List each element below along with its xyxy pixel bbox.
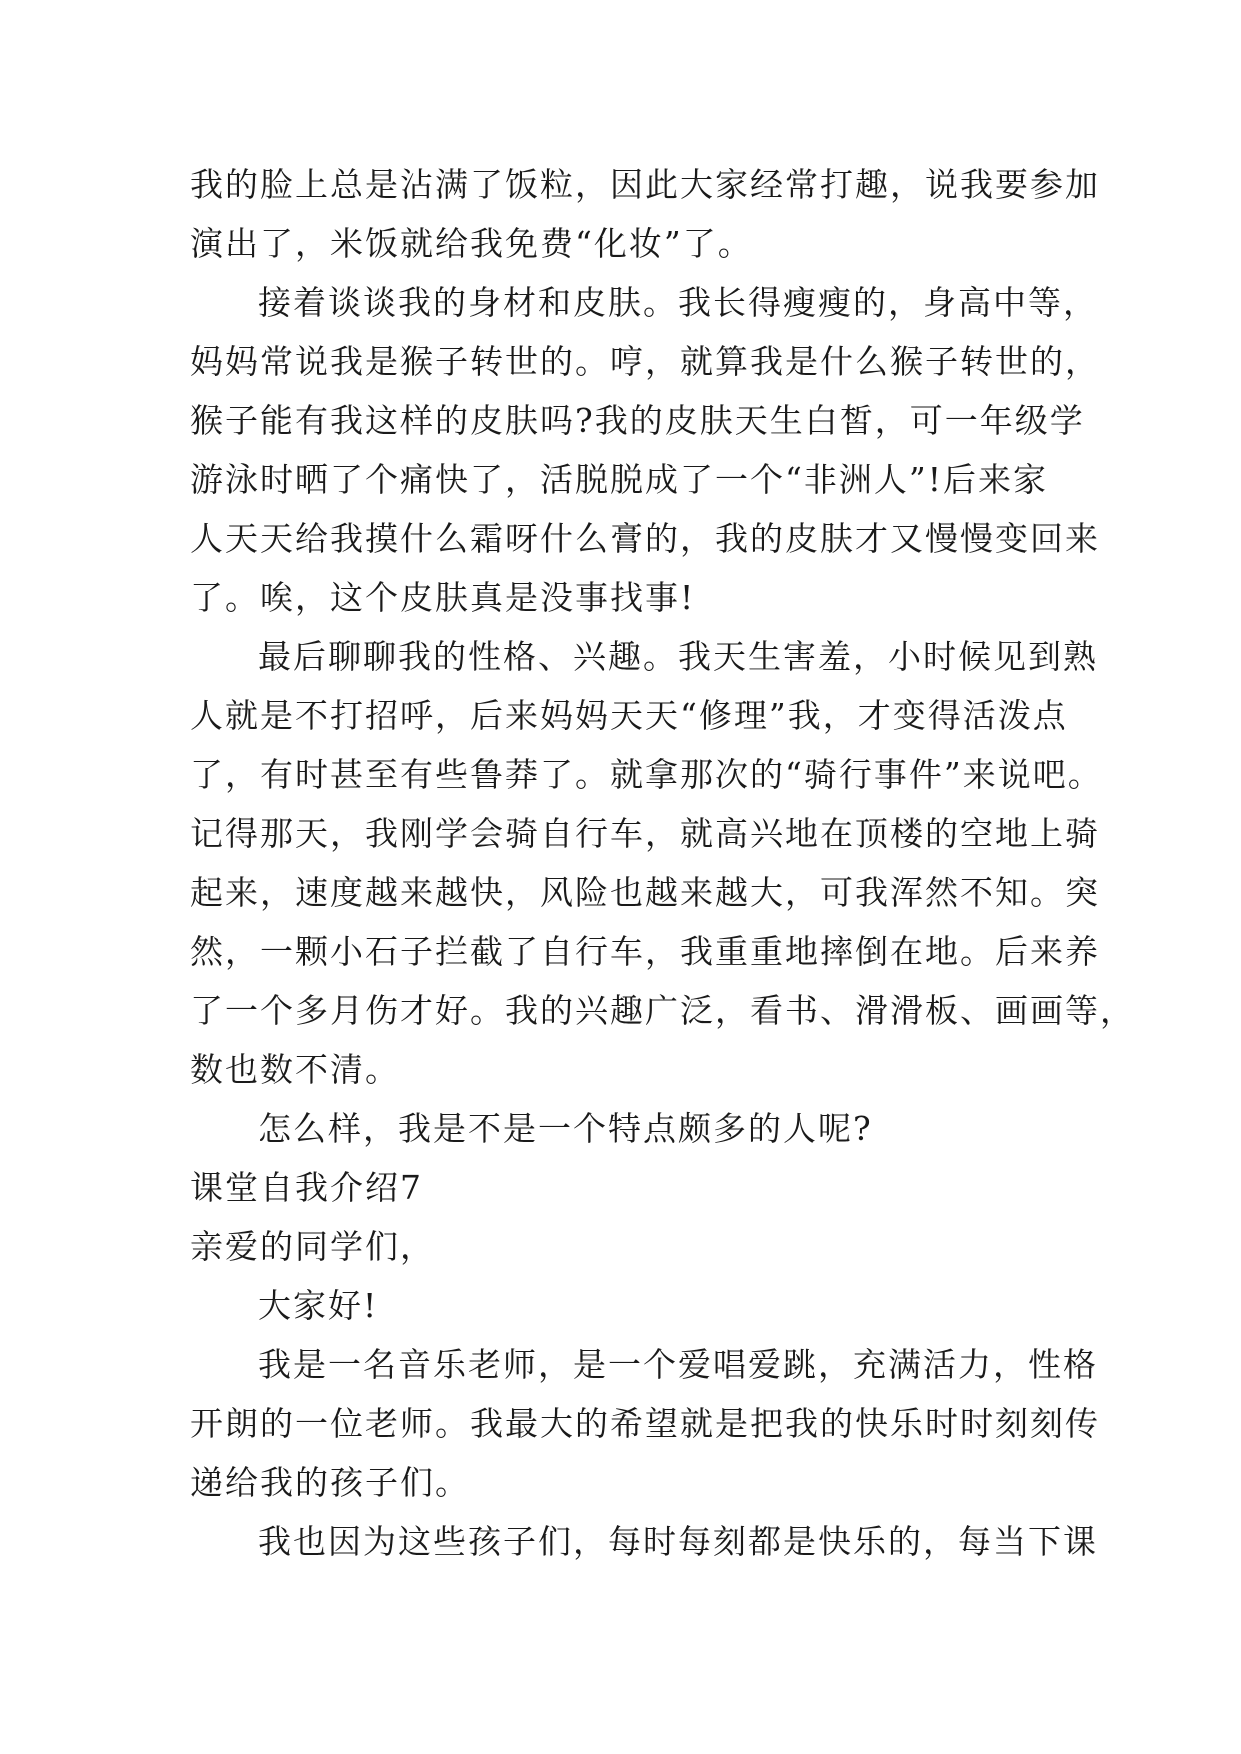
text-line: 人就是不打招呼，后来妈妈天天“修理”我，才变得活泼点 [190, 696, 1068, 735]
text-line: 游泳时晒了个痛快了，活脱脱成了一个“非洲人”!后来家 [190, 460, 1049, 499]
text-line: 妈妈常说我是猴子转世的。哼，就算我是什么猴子转世的， [190, 342, 1100, 381]
greeting: 大家好! [258, 1286, 379, 1325]
text-line: 我也因为这些孩子们，每时每刻都是快乐的，每当下课 [258, 1522, 1098, 1561]
text-line: 接着谈谈我的身材和皮肤。我长得瘦瘦的，身高中等， [258, 283, 1098, 322]
text-line: 最后聊聊我的性格、兴趣。我天生害羞，小时候见到熟 [258, 637, 1098, 676]
text-line: 了。唉，这个皮肤真是没事找事! [190, 578, 696, 617]
salutation: 亲爱的同学们， [190, 1227, 435, 1266]
text-line: 了，有时甚至有些鲁莽了。就拿那次的“骑行事件”来说吧。 [190, 755, 1103, 794]
text-line: 了一个多月伤才好。我的兴趣广泛，看书、滑滑板、画画等， [190, 991, 1135, 1030]
text-line: 人天天给我摸什么霜呀什么膏的，我的皮肤才又慢慢变回来 [190, 519, 1100, 558]
text-line: 起来，速度越来越快，风险也越来越大，可我浑然不知。突 [190, 873, 1100, 912]
text-line: 数也数不清。 [190, 1050, 400, 1089]
text-line: 演出了，米饭就给我免费“化妆”了。 [190, 224, 753, 263]
text-line: 记得那天，我刚学会骑自行车，就高兴地在顶楼的空地上骑 [190, 814, 1100, 853]
text-line: 怎么样，我是不是一个特点颇多的人呢? [258, 1109, 873, 1148]
text-line: 递给我的孩子们。 [190, 1463, 470, 1502]
text-line: 我是一名音乐老师，是一个爱唱爱跳，充满活力，性格 [258, 1345, 1098, 1384]
section-heading: 课堂自我介绍7 [190, 1168, 423, 1207]
text-line: 然，一颗小石子拦截了自行车，我重重地摔倒在地。后来养 [190, 932, 1100, 971]
text-line: 开朗的一位老师。我最大的希望就是把我的快乐时时刻刻传 [190, 1404, 1100, 1443]
text-line: 猴子能有我这样的皮肤吗?我的皮肤天生白皙，可一年级学 [190, 401, 1085, 440]
document-body [190, 155, 1135, 1571]
text-line: 我的脸上总是沾满了饭粒，因此大家经常打趣，说我要参加 [190, 165, 1100, 204]
